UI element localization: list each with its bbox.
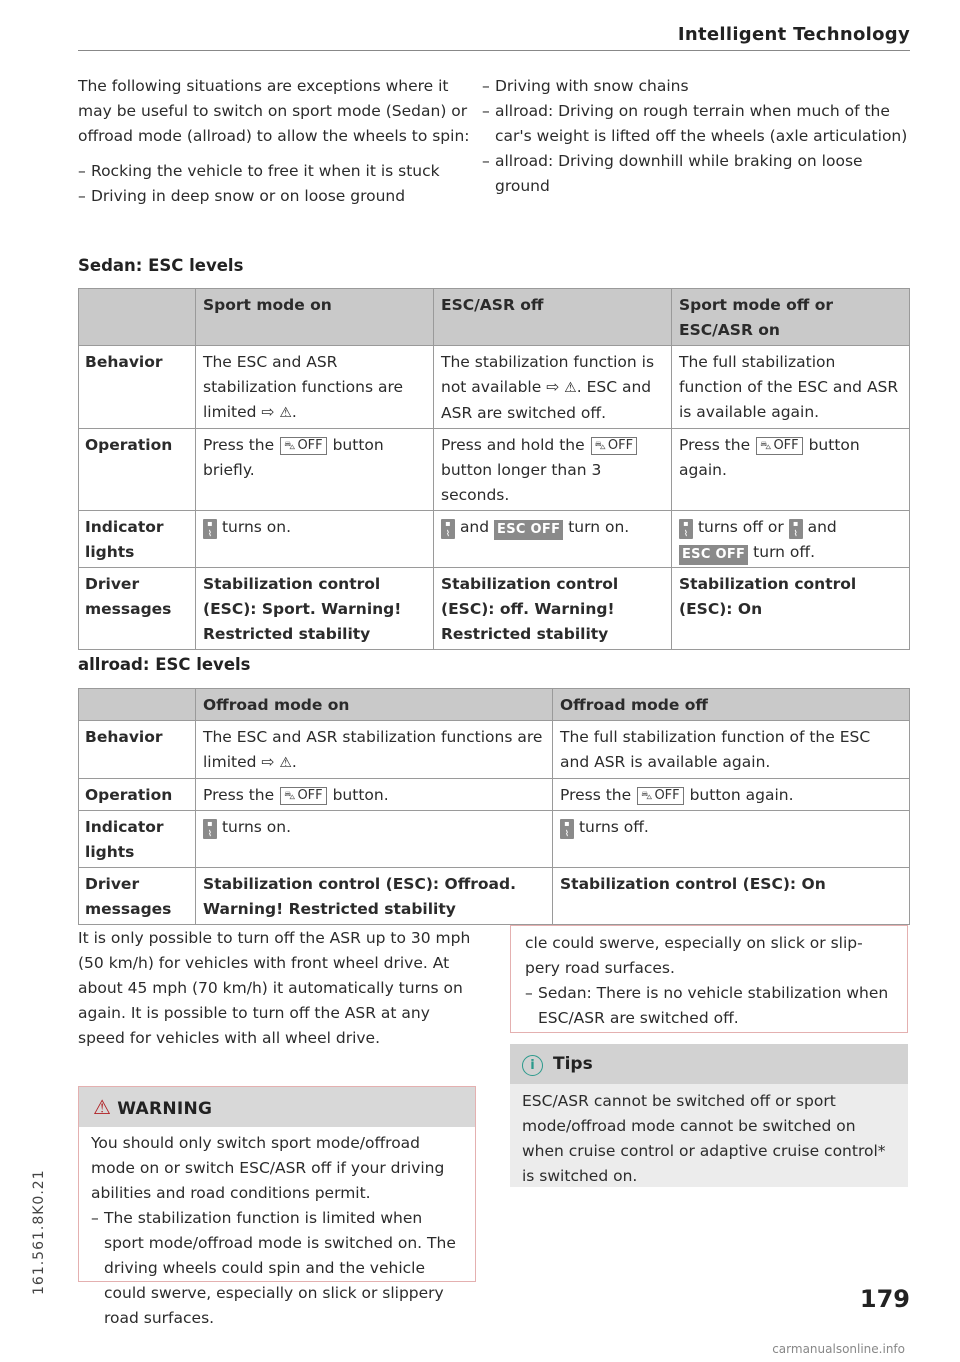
table-row — [79, 429, 910, 511]
esc-indicator-icon: ▪ ⌇ — [203, 519, 217, 539]
section-title: Intelligent Technology — [677, 24, 910, 45]
table-cell — [553, 779, 910, 811]
cell-text: Press the — [560, 786, 632, 804]
reference-arrow: ⇨ — [261, 753, 275, 771]
intro-left-column — [78, 74, 476, 209]
table-cell: The full stabilization function of the ESC and ASR is available again. — [672, 346, 910, 429]
list-item: – Rocking the vehicle to free it when it is stuck — [78, 159, 476, 184]
document-code: 161.561.8K0.21 — [31, 1169, 47, 1295]
table-cell: Stabilization control (ESC): On — [672, 568, 910, 650]
table-cell: Stabilization control (ESC): off. Warning! Restricted stability — [434, 568, 672, 650]
info-icon: i — [522, 1055, 543, 1076]
warning-triangle-icon: ⚠ — [564, 380, 577, 396]
cell-text: The ESC and ASR stabilization functions are limited — [203, 728, 543, 771]
allroad-heading: allroad: ESC levels — [78, 655, 251, 674]
corner-cell — [79, 289, 196, 346]
table-cell — [553, 811, 910, 868]
cell-text: The ESC and ASR stabilization functions are limited — [203, 353, 404, 421]
table-cell: Stabilization control (ESC): On — [553, 868, 910, 925]
table-cell — [196, 511, 434, 568]
allroad-esc-table — [78, 688, 910, 925]
table-cell: The full stabilization function of the ESC and ASR is available again. — [553, 721, 910, 779]
esc-car-icon: ⛍ — [594, 439, 606, 452]
esc-off-button — [280, 437, 327, 455]
esc-indicator-icon: ▪ ⌇ — [789, 519, 803, 539]
cell-text: and — [807, 518, 837, 536]
esc-car-icon: ⛍ — [284, 789, 296, 802]
warning-bullets — [91, 1206, 463, 1327]
tips-header — [510, 1044, 908, 1084]
table-row — [79, 511, 910, 568]
column-header: Offroad mode on — [196, 689, 553, 721]
warning-continuation-text: cle could swerve, especially on slick or slip- pery road surfaces. — [525, 934, 863, 977]
header-rule — [78, 50, 910, 51]
cell-text: and — [459, 518, 490, 536]
list-item: – Sedan: There is no vehicle stabilization when ESC/ASR are switched off. — [525, 981, 895, 1031]
column-header: Offroad mode off — [553, 689, 910, 721]
cell-text: Press the — [203, 436, 275, 454]
table-header-row — [79, 689, 910, 721]
cell-text: . ESC and ASR are switched off. — [441, 378, 652, 422]
table-cell — [672, 429, 910, 511]
cell-text: turn off. — [753, 543, 816, 561]
column-header: Sport mode off or ESC/ASR on — [672, 289, 910, 346]
sedan-heading: Sedan: ESC levels — [78, 256, 244, 275]
warning-title: WARNING — [117, 1099, 213, 1119]
cell-text: turns on. — [221, 518, 291, 536]
esc-off-indicator-icon: ESC OFF — [494, 520, 563, 540]
list-item: – allroad: Driving downhill while braking on loose ground — [482, 149, 910, 199]
warning-triangle-icon: ⚠ — [93, 1095, 112, 1119]
esc-indicator-icon: ▪ ⌇ — [203, 819, 217, 839]
table-row — [79, 779, 910, 811]
table-cell: The ESC and ASR stabilization functions are limited ⇨ ⚠. — [196, 346, 434, 429]
table-cell: Stabilization control (ESC): Sport. Warning! Restricted stability — [196, 568, 434, 650]
intro-bullets-left — [78, 159, 476, 209]
tips-title: Tips — [553, 1054, 593, 1074]
cell-text: Press and hold the — [441, 436, 585, 454]
cell-text: turns on. — [221, 818, 291, 836]
table-row — [79, 868, 910, 925]
warning-box — [78, 1086, 476, 1327]
table-cell — [196, 779, 553, 811]
warning-triangle-icon: ⚠ — [279, 405, 292, 421]
tips-body: ESC/ASR cannot be switched off or sport mode/offroad mode cannot be switched on when cruise control or adaptive cruise control* is switched on. — [522, 1092, 886, 1185]
column-header: Sport mode on — [196, 289, 434, 346]
table-row — [79, 811, 910, 868]
warning-body — [79, 1127, 475, 1327]
button-label: OFF — [773, 438, 799, 453]
row-header: Driver messages — [79, 568, 196, 650]
asr-paragraph: It is only possible to turn off the ASR up to 30 mph (50 km/h) for vehicles with front wheel drive. At about 45 mph (70 km/h) it automatically turns on again. It is possible to turn off the ASR at any speed for vehicles with all wheel drive. — [78, 929, 471, 1047]
warning-continuation — [510, 925, 908, 1033]
cell-text: Press the — [679, 436, 751, 454]
table-row — [79, 346, 910, 429]
esc-off-button — [756, 437, 803, 455]
esc-car-icon: ⛍ — [760, 439, 772, 452]
list-item: – Driving with snow chains — [482, 74, 910, 99]
column-header: ESC/ASR off — [434, 289, 672, 346]
row-header: Indicator lights — [79, 811, 196, 868]
table-cell — [434, 429, 672, 511]
intro-paragraph: The following situations are exceptions where it may be useful to switch on sport mode (Sedan) or offroad mode (allroad) to allow the wheels to spin: — [78, 77, 470, 145]
cell-text: turns off. — [578, 818, 649, 836]
corner-cell — [79, 689, 196, 721]
button-label: OFF — [297, 438, 323, 453]
esc-indicator-icon: ▪ ⌇ — [679, 519, 693, 539]
page-number: 179 — [859, 1285, 910, 1313]
esc-off-indicator-icon: ESC OFF — [679, 545, 748, 565]
esc-off-button — [591, 437, 638, 455]
table-cell — [434, 346, 672, 429]
intro-bullets-right — [482, 74, 910, 199]
cell-text: button again. — [689, 786, 794, 804]
esc-car-icon: ⛍ — [641, 789, 653, 802]
esc-indicator-icon: ▪ ⌇ — [441, 519, 455, 539]
esc-indicator-icon: ▪ ⌇ — [560, 819, 574, 839]
cell-text: turn on. — [568, 518, 630, 536]
row-header: Indicator lights — [79, 511, 196, 568]
intro-right-column — [482, 74, 910, 199]
watermark: carmanualsonline.info — [772, 1342, 905, 1356]
button-label: OFF — [607, 438, 634, 453]
table-cell: The ESC and ASR stabilization functions are limited ⇨ ⚠. — [196, 721, 553, 779]
tips-box — [510, 1044, 908, 1187]
table-row — [79, 568, 910, 650]
table-cell — [672, 511, 910, 568]
button-label: OFF — [297, 788, 323, 803]
cell-text: button again. — [679, 436, 860, 479]
esc-car-icon: ⛍ — [284, 439, 296, 452]
reference-arrow: ⇨ — [261, 403, 275, 421]
table-cell: Stabilization control (ESC): Offroad. Warning! Restricted stability — [196, 868, 553, 925]
cell-text: The stabilization function is not available — [441, 353, 655, 396]
cell-text: button. — [332, 786, 389, 804]
warning-bullets-continued — [525, 981, 895, 1031]
warning-triangle-icon: ⚠ — [279, 755, 292, 771]
sedan-esc-table — [78, 288, 910, 650]
table-row — [79, 721, 910, 779]
row-header: Operation — [79, 429, 196, 511]
button-label: OFF — [654, 788, 680, 803]
warning-text: You should only switch sport mode/offroad mode on or switch ESC/ASR off if your driving abilities and road conditions permit. — [91, 1134, 445, 1202]
row-header: Driver messages — [79, 868, 196, 925]
table-cell — [196, 429, 434, 511]
reference-arrow: ⇨ — [546, 378, 560, 396]
table-cell — [434, 511, 672, 568]
esc-off-button — [280, 787, 327, 805]
list-item: – The stabilization function is limited when sport mode/offroad mode is switched on. The driving wheels could spin and the vehicle could swerve, especially on slick or slippery road surfaces. — [91, 1206, 463, 1281]
row-header: Behavior — [79, 346, 196, 429]
list-item: – Driving in deep snow or on loose ground — [78, 184, 476, 209]
cell-text: Press the — [203, 786, 275, 804]
cell-text: button briefly. — [203, 436, 384, 479]
cell-text: turns off or — [697, 518, 784, 536]
cell-text: button longer than 3 seconds. — [441, 461, 602, 504]
warning-header — [79, 1087, 475, 1127]
table-header-row — [79, 289, 910, 346]
table-cell — [196, 811, 553, 868]
row-header: Behavior — [79, 721, 196, 779]
list-item: – allroad: Driving on rough terrain when much of the car's weight is lifted off the wheels (axle articulation) — [482, 99, 910, 149]
esc-off-button — [637, 787, 684, 805]
row-header: Operation — [79, 779, 196, 811]
